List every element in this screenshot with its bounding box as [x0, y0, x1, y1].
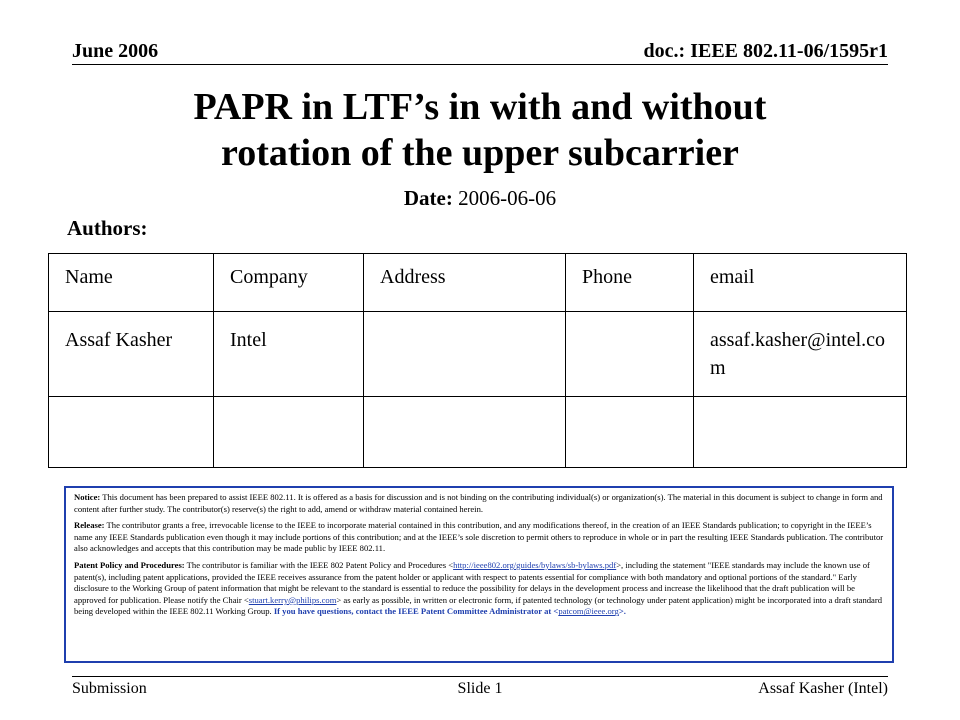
cell-phone: [566, 312, 694, 397]
chair-email-link[interactable]: stuart.kerry@philips.com: [248, 594, 337, 605]
header-cell-phone: Phone: [566, 254, 694, 312]
patent-text-2: >, including the statement "IEEE standards may include the known use of patent(s), including patent applications, provided the IEEE receives assurance from the patent holder or applicant with respect to patents essential for compliance with both mandatory and optional portions of the standard." Early disclosure to the Working Group of patent information that might be relevant to the standard is essential to reduce the possibility for delays in the development process and increase the likelihood that the draft publication will be approved for publication. Please notify the Chair <: [74, 559, 870, 605]
footer-rule: [72, 676, 888, 677]
title-line-2: rotation of the upper subcarrier: [221, 132, 739, 174]
cell-empty: [694, 397, 907, 468]
patent-text-3: > as early as possible, in written or electronic form, if patented technology (or technology under patent application) might be incorporated into a draft standard being developed within the IEEE 802.11 Working Group.: [74, 594, 883, 617]
end-text: >.: [618, 606, 626, 617]
header-date: June 2006: [72, 40, 159, 62]
header-cell-name: Name: [49, 254, 214, 312]
release-label: Release:: [74, 520, 105, 531]
date-label: Date:: [403, 186, 453, 210]
date-value: 2006-06-06: [458, 186, 557, 210]
footer-submission: Submission: [72, 680, 147, 697]
header-doc-id: doc.: IEEE 802.11-06/1595r1: [643, 40, 888, 62]
table-header-row: [49, 254, 907, 312]
cell-email: assaf.kasher@intel.com: [694, 312, 907, 397]
cell-name: Assaf Kasher: [49, 312, 214, 397]
notice-text: This document has been prepared to assist IEEE 802.11. It is offered as a basis for discussion and is not binding on the contributing individual(s) or organization(s). The material in this document is subject to change in form and content after further study. The contributor(s) reserve(s) the right to add, amend or withdraw material contained herein.: [74, 492, 883, 514]
patent-text-1: The contributor is familiar with the IEEE 802 Patent Policy and Procedures <: [186, 559, 454, 570]
patent-policy-link[interactable]: http://ieee802.org/guides/bylaws/sb-bylaws.pdf: [453, 559, 617, 570]
patent-label: Patent Policy and Procedures:: [74, 559, 185, 570]
cell-empty: [566, 397, 694, 468]
cell-empty: [49, 397, 214, 468]
footer-slide-number: Slide 1: [457, 680, 503, 697]
notice-box: [64, 486, 894, 663]
patent-paragraph: [74, 560, 886, 618]
table-row: [49, 397, 907, 468]
footer-author: Assaf Kasher (Intel): [758, 680, 888, 697]
authors-table: [48, 253, 907, 468]
cell-company: Intel: [214, 312, 364, 397]
header-rule: [72, 64, 888, 65]
notice-label: Notice:: [74, 492, 101, 502]
cell-empty: [214, 397, 364, 468]
release-paragraph: [74, 520, 886, 555]
header-cell-address: Address: [364, 254, 566, 312]
slide-title: [60, 84, 900, 176]
cell-address: [364, 312, 566, 397]
authors-label: Authors:: [67, 216, 148, 240]
contact-text: If you have questions, contact the IEEE Patent Committee Administrator at <: [273, 606, 559, 617]
table-row: [49, 312, 907, 397]
header-cell-email: email: [694, 254, 907, 312]
release-text: The contributor grants a free, irrevocable license to the IEEE to incorporate material contained in this contribution, and any modifications thereof, in the creation of an IEEE Standards publication; to copyright in the IEEE’s name any IEEE Standards publication even though it may include portions of this contribution; and at the IEEE’s sole discretion to permit others to reproduce in whole or in part the resulting IEEE Standards publication. The contributor also acknowledges and accepts that this contribution may be made public by IEEE 802.11.: [74, 520, 884, 554]
cell-empty: [364, 397, 566, 468]
admin-email-link[interactable]: patcom@ieee.org: [558, 606, 619, 617]
title-line-1: PAPR in LTF’s in with and without: [193, 86, 767, 128]
header-cell-company: Company: [214, 254, 364, 312]
date-line: [0, 186, 960, 211]
notice-paragraph: [74, 492, 886, 515]
